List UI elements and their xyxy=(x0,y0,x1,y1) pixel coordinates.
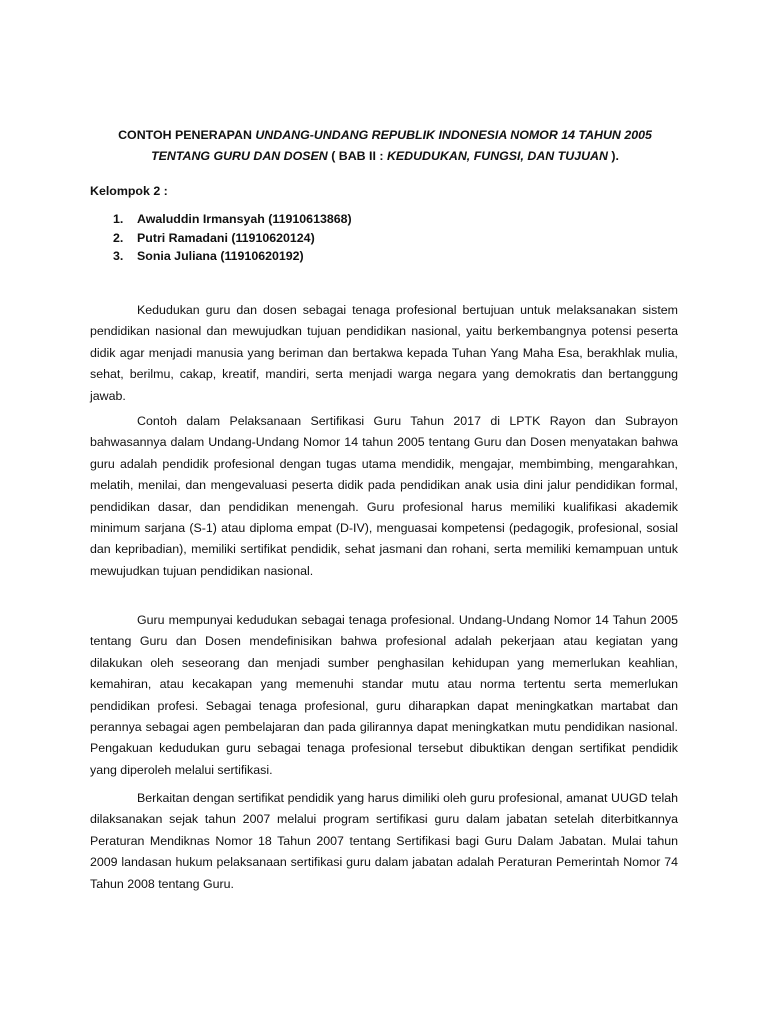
member-list xyxy=(113,210,352,266)
list-item xyxy=(113,247,352,266)
list-number: 1. xyxy=(113,212,124,226)
list-item xyxy=(113,229,352,248)
list-item xyxy=(113,210,352,229)
list-number: 2. xyxy=(113,230,124,245)
paragraph-contoh-sertifikasi: Contoh dalam Pelaksanaan Sertifikasi Guru Tahun 2017 di LPTK Rayon dan Subrayon bahwasannya dalam Undang-Undang Nomor 14 tahun 2005 tentang Guru dan Dosen menyatakan bahwa guru adalah pendidik profesional dengan tugas utama mendidik, mengajar, membimbing, mengarahkan, melatih, menilai, dan mengevaluasi peserta didik pada pendidikan anak usia dini jalur pendidikan formal, pendidikan dasar, dan pendidikan menengah. Guru profesional harus memiliki kualifikasi akademik minimum sarjana (S-1) atau diploma empat (D-IV), menguasai kompetensi (pedagogik, profesional, sosial dan kepribadian), memiliki sertifikat pendidik, sehat jasmani dan rohani, serta memiliki kemampuan untuk mewujudkan tujuan pendidikan nasional. xyxy=(90,414,678,578)
document-title xyxy=(90,125,680,167)
group-label: Kelompok 2 : xyxy=(90,184,168,198)
member-name: Awaluddin Irmansyah (11910613868) xyxy=(137,212,352,226)
paragraph-guru-profesional: Guru mempunyai kedudukan sebagai tenaga profesional. Undang-Undang Nomor 14 Tahun 2005 tentang Guru dan Dosen mendefinisikan bahwa profesional adalah pekerjaan atau kegiatan yang dilakukan oleh seseorang dan menjadi sumber penghasilan kehidupan yang memerlukan keahlian, kemahiran, atau kecakapan yang memenuhi standar mutu atau norma tertentu serta memerlukan pendidikan profesi. Sebagai tenaga profesional, guru diharapkan dapat meningkatkan martabat dan perannya sebagai agen pembelajaran dan pada gilirannya dapat meningkatkan mutu pendidikan nasional. Pengakuan kedudukan guru sebagai tenaga profesional tersebut dibuktikan dengan sertifikat pendidik yang diperoleh melalui sertifikasi. xyxy=(90,613,678,777)
member-name: Sonia Juliana (11910620192) xyxy=(137,249,304,263)
member-name: Putri Ramadani (11910620124) xyxy=(137,230,315,245)
title-chapter-open: ( BAB II : xyxy=(327,149,387,163)
paragraph-kedudukan: Kedudukan guru dan dosen sebagai tenaga profesional bertujuan untuk melaksanakan sistem pendidikan nasional dan mewujudkan tujuan pendidikan nasional, yaitu berkembangnya potensi peserta didik agar menjadi manusia yang beriman dan bertakwa kepada Tuhan Yang Maha Esa, berakhlak mulia, sehat, berilmu, cakap, kreatif, mandiri, serta menjadi warga negara yang demokratis dan bertanggung jawab. xyxy=(90,303,678,403)
title-chapter-close: ). xyxy=(607,149,619,163)
title-prefix: CONTOH PENERAPAN xyxy=(118,128,256,142)
title-law: UNDANG-UNDANG REPUBLIK INDONESIA NOMOR 14 TAHUN 2005 TENTANG GURU DAN DOSEN xyxy=(151,128,652,163)
list-number: 3. xyxy=(113,249,124,263)
title-chapter: KEDUDUKAN, FUNGSI, DAN TUJUAN xyxy=(386,149,608,163)
paragraph-sertifikat-pendidik: Berkaitan dengan sertifikat pendidik yang harus dimiliki oleh guru profesional, amanat UUGD telah dilaksanakan sejak tahun 2007 melalui program sertifikasi guru dalam jabatan setelah diterbitkannya Peraturan Mendiknas Nomor 18 Tahun 2007 tentang Sertifikasi bagi Guru Dalam Jabatan. Mulai tahun 2009 landasan hukum pelaksanaan sertifikasi guru dalam jabatan adalah Peraturan Pemerintah Nomor 74 Tahun 2008 tentang Guru. xyxy=(90,791,678,891)
